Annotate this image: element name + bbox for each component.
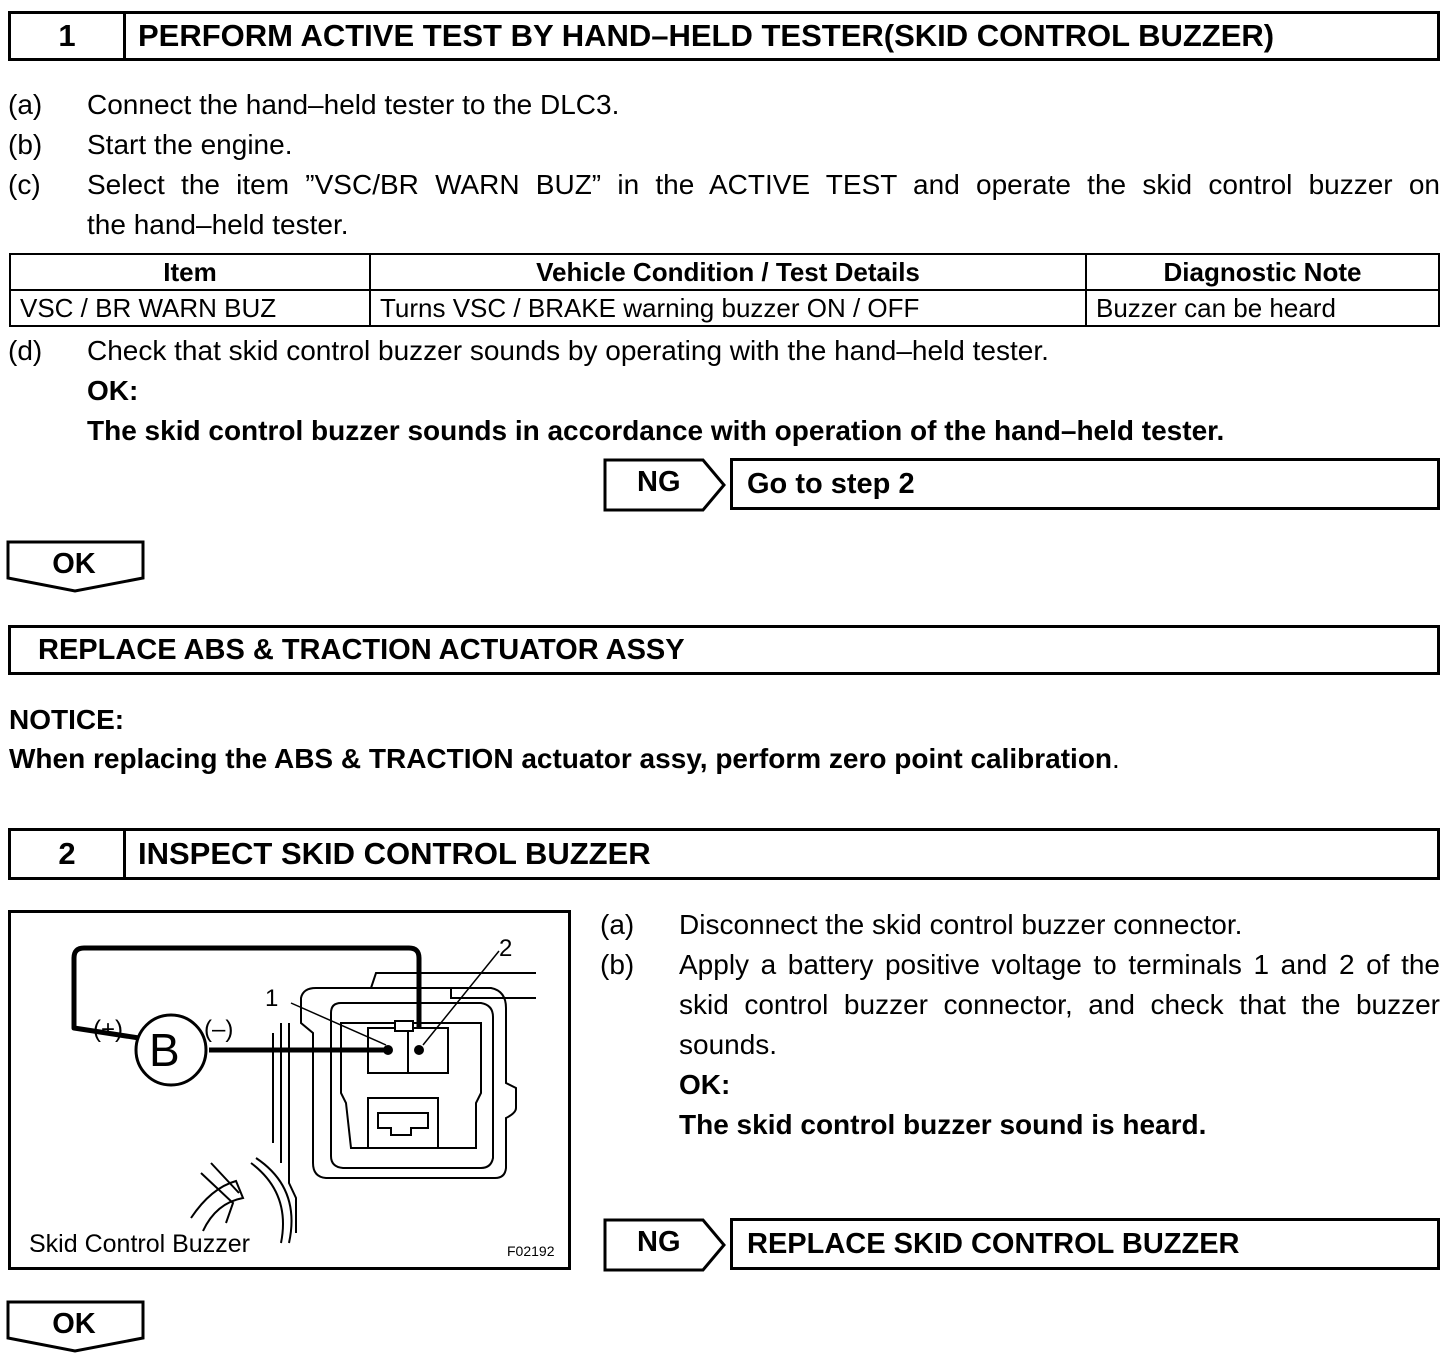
instruction-text: Start the engine. <box>87 129 293 160</box>
figure-caption: Skid Control Buzzer <box>29 1230 250 1258</box>
terminal-1-label: 1 <box>265 985 279 1012</box>
ng-label: NG <box>637 466 681 498</box>
step-title: PERFORM ACTIVE TEST BY HAND–HELD TESTER(SKID CONTROL BUZZER) <box>138 18 1275 53</box>
instruction-text: Select the item ”VSC/BR WARN BUZ” in the ACTIVE TEST and operate the skid control buzzer on <box>87 169 1440 200</box>
table-header: Vehicle Condition / Test Details <box>370 254 1086 290</box>
step-title: INSPECT SKID CONTROL BUZZER <box>138 836 651 871</box>
ok-criteria-text: The skid control buzzer sounds in accordance with operation of the hand–held tester. <box>87 415 1225 446</box>
ok-arrow-label: OK <box>52 548 96 580</box>
instruction-label: (b) <box>600 949 635 980</box>
ok-criteria-label: OK: <box>87 375 139 406</box>
instruction-label: (b) <box>8 129 43 160</box>
ng-result-box <box>730 1218 1440 1270</box>
active-test-table <box>9 253 1440 327</box>
instruction-text: Connect the hand–held tester to the DLC3. <box>87 89 620 120</box>
table-row <box>10 290 1439 326</box>
instruction-b-cont: skid control buzzer connector, and check that the buzzer <box>679 989 1440 1020</box>
ok-criteria-label: OK: <box>679 1069 731 1100</box>
step-number: 1 <box>11 14 126 58</box>
notice-period: . <box>1112 743 1120 774</box>
notice <box>9 739 1120 779</box>
replace-actuator-box <box>8 625 1440 675</box>
ng-result-box <box>730 458 1440 510</box>
plus-terminal-label: (+) <box>93 1016 123 1043</box>
ng-result-text: Go to step 2 <box>747 468 915 500</box>
instruction-label: (a) <box>600 909 635 940</box>
ng-result-text: REPLACE SKID CONTROL BUZZER <box>747 1228 1240 1260</box>
instruction-text: Check that skid control buzzer sounds by operating with the hand–held tester. <box>87 335 1049 366</box>
minus-terminal-label: (–) <box>204 1016 234 1043</box>
table-header: Item <box>10 254 370 290</box>
ok-arrow-label: OK <box>52 1308 96 1340</box>
terminal-2-label: 2 <box>499 935 513 962</box>
battery-letter: B <box>149 1024 180 1076</box>
ok-criteria-text: The skid control buzzer sound is heard. <box>679 1109 1207 1140</box>
instruction-label: (d) <box>8 335 43 366</box>
step-number: 2 <box>11 831 126 877</box>
notice-text: When replacing the ABS & TRACTION actuator assy, perform zero point calibration <box>9 743 1113 774</box>
ng-label: NG <box>637 1226 681 1258</box>
instruction-label: (c) <box>8 169 41 200</box>
instruction-label: (a) <box>8 89 43 120</box>
table-cell: Buzzer can be heard <box>1086 290 1439 326</box>
buzzer-diagram <box>11 913 568 1267</box>
table-cell: VSC / BR WARN BUZ <box>10 290 370 326</box>
instruction-b-cont: sounds. <box>679 1029 778 1060</box>
table-cell: Turns VSC / BRAKE warning buzzer ON / OFF <box>370 290 1086 326</box>
table-header-row <box>10 254 1439 290</box>
replace-actuator-title: REPLACE ABS & TRACTION ACTUATOR ASSY <box>38 634 685 666</box>
table-header: Diagnostic Note <box>1086 254 1439 290</box>
figure-code: F02192 <box>507 1243 555 1259</box>
buzzer-figure <box>8 910 571 1270</box>
instruction-c-cont: the hand–held tester. <box>87 209 349 240</box>
instruction-text: Disconnect the skid control buzzer connector. <box>679 909 1243 940</box>
notice-label: NOTICE: <box>9 704 125 735</box>
step-1-header <box>8 11 1440 61</box>
step-2-header <box>8 828 1440 880</box>
instruction-text: Apply a battery positive voltage to terminals 1 and 2 of the <box>679 949 1440 980</box>
